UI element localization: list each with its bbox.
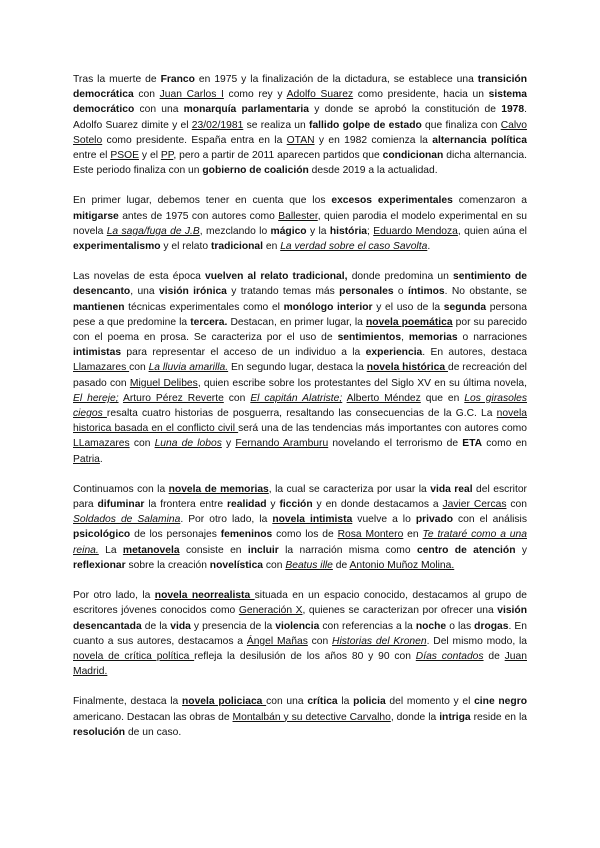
text-run: entre el — [73, 150, 111, 162]
emphasis-text: Rosa Montero — [337, 529, 404, 541]
text-run: en 1975 y la finalización de la dictadura, se establece una — [194, 74, 478, 85]
emphasis-text: novela intimista — [272, 514, 353, 526]
text-run: y — [266, 499, 280, 511]
text-run: del momento y el — [385, 696, 475, 708]
text-run: en — [403, 529, 423, 541]
text-run: En primer lugar, debemos tener en cuenta que los — [73, 195, 332, 207]
text-run: , — [401, 332, 409, 344]
emphasis-text: novela historica basada en el conflicto civil — [73, 408, 527, 435]
text-run: . Adolfo Suarez dimite y el — [73, 104, 528, 131]
emphasis-text: novela de crítica política — [73, 650, 195, 662]
emphasis-text: novela policiaca — [182, 696, 267, 708]
text-run: o narraciones — [457, 332, 527, 344]
text-run: se realiza un — [243, 119, 310, 131]
emphasis-text: novela de memorias — [168, 483, 269, 495]
text-run: antes de 1975 con autores como — [118, 210, 279, 222]
text-run: en — [263, 241, 281, 253]
text-run: , una — [130, 286, 160, 298]
text-run: y el relato — [160, 241, 211, 253]
text-run: resalta cuatro historias de posguerra, resaltando las consecuencias de la G.C. La — [106, 408, 497, 420]
text-run: y — [221, 438, 236, 450]
emphasis-text: realidad — [227, 499, 267, 511]
text-run: como presidente. España entra en la — [102, 134, 287, 146]
text-run: , quienes se caracterizan por ofrecer una — [302, 605, 498, 617]
text-run: y el — [138, 150, 161, 162]
emphasis-text: Arturo Pérez Reverte — [122, 392, 224, 404]
text-run: refleja la desilusión de los años 80 y 90 con — [194, 650, 416, 662]
emphasis-text: novela histórica — [366, 362, 448, 374]
text-run: con — [133, 89, 160, 101]
text-run: de un caso. — [125, 726, 182, 738]
emphasis-text: Ballester — [278, 210, 318, 222]
emphasis-text: íntimos — [408, 286, 445, 298]
emphasis-text: sentimiento de desencanto — [73, 271, 527, 298]
text-run: novelando el terrorismo de — [328, 438, 463, 450]
text-run: como en — [482, 438, 528, 450]
emphasis-text: personales — [339, 286, 394, 298]
emphasis-text: El capitán Alatriste; — [250, 392, 343, 404]
text-run: situada en un espacio conocido, destacamos al grupo de escritores jóvenes conocidos como — [73, 590, 527, 617]
text-run: con — [223, 392, 251, 404]
text-run: . En autores, destaca — [422, 347, 528, 359]
text-run: que finaliza con — [421, 119, 501, 131]
text-run: con — [307, 635, 333, 647]
emphasis-text: experiencia — [365, 347, 423, 359]
text-run: que en — [420, 392, 465, 404]
emphasis-text: centro de atención — [416, 544, 516, 556]
text-run: persona pese a que predomine la — [73, 301, 527, 328]
text-run: , mezclando lo — [199, 225, 271, 237]
emphasis-text: difuminar — [97, 499, 145, 511]
text-run: vuelve a lo — [352, 514, 416, 526]
text-run: con — [263, 559, 286, 571]
text-run: del escritor para — [73, 483, 527, 511]
text-run: con — [129, 362, 149, 374]
emphasis-text: metanovela — [122, 544, 180, 556]
emphasis-text: mantienen — [73, 301, 125, 313]
text-run: Destacan, en primer lugar, la — [227, 316, 366, 328]
emphasis-text: El hereje; — [73, 392, 119, 404]
emphasis-text: Beatus ille — [285, 559, 333, 571]
emphasis-text: novela neorrealista — [154, 590, 255, 602]
emphasis-text: Soldados de Salamina — [73, 514, 181, 526]
emphasis-text: Adolfo Suarez — [286, 89, 354, 101]
text-run: para representar el acceso de un individuo a la — [121, 347, 366, 359]
emphasis-text: 1978 — [501, 104, 525, 116]
text-run: con — [506, 499, 527, 511]
emphasis-text: novelística — [209, 559, 264, 571]
text-run: como presidente, hacia un — [353, 89, 489, 101]
emphasis-text: 23/02/1981 — [191, 119, 244, 131]
text-run: donde predomina un — [347, 271, 453, 283]
emphasis-text: Patria — [73, 453, 100, 465]
text-run: consiste en — [179, 544, 248, 556]
text-run: y la — [306, 225, 330, 237]
emphasis-text: La saga/fuga de J.B — [106, 225, 200, 237]
emphasis-text: fallido golpe de estado — [309, 119, 422, 131]
emphasis-text: femeninos — [220, 529, 273, 541]
text-run: de los personajes — [130, 529, 221, 541]
text-run: . — [99, 453, 103, 465]
text-run: de — [332, 559, 350, 571]
text-run: Continuamos con la — [73, 483, 169, 495]
emphasis-text: gobierno de coalición — [202, 165, 309, 177]
text-run: y en 1982 comienza la — [314, 134, 433, 146]
emphasis-text: privado — [415, 514, 454, 526]
text-run: dicha alternancia. Este periodo finaliza con un — [73, 150, 527, 177]
emphasis-text: Fernando Aramburu — [235, 438, 329, 450]
emphasis-text: policia — [353, 696, 386, 708]
text-run: ; — [367, 225, 374, 237]
text-run: y presencia de la — [190, 620, 276, 632]
emphasis-text: Historias del Kronen — [332, 635, 427, 647]
text-run: , quien aúna el — [457, 225, 527, 237]
text-run: y donde se aprobó la constitución de — [309, 104, 502, 116]
emphasis-text: Luna de lobos — [154, 438, 222, 450]
text-run: la narración misma como — [278, 544, 417, 556]
emphasis-text: Llamazares — [73, 362, 130, 374]
emphasis-text: Antonio Muñoz Molina. — [349, 559, 455, 571]
emphasis-text: La verdad sobre el caso Savolta — [280, 241, 428, 253]
text-run: de — [483, 650, 505, 662]
text-run: con — [129, 438, 155, 450]
emphasis-text: Generación X — [238, 605, 303, 617]
emphasis-text: LLamazares — [73, 438, 130, 450]
emphasis-text: PP — [160, 150, 174, 162]
text-run: la frontera entre — [144, 499, 227, 511]
text-run: Por otro lado, la — [73, 590, 155, 602]
text-run: . En cuanto a sus autores, destacamos a — [73, 620, 527, 647]
emphasis-text: Los girasoles ciegos — [73, 392, 528, 420]
emphasis-text: violencia — [275, 620, 320, 632]
emphasis-text: monarquía parlamentaria — [183, 104, 310, 116]
paragraph-excesos-experimentales — [73, 193, 527, 254]
emphasis-text: crítica — [307, 696, 338, 708]
text-run: como rey y — [223, 89, 287, 101]
emphasis-text: mitigarse — [73, 210, 119, 222]
text-run: En segundo lugar, destaca la — [228, 362, 367, 374]
text-run: o — [393, 286, 409, 298]
emphasis-text: ETA — [462, 438, 483, 450]
emphasis-text: história — [329, 225, 368, 237]
emphasis-text: alternancia política — [432, 134, 528, 146]
emphasis-text: noche — [415, 620, 447, 632]
emphasis-text: Javier Cercas — [442, 499, 507, 511]
text-run: será una de las tendencias más importantes con autores como — [238, 423, 527, 435]
text-run: y en donde destacamos a — [312, 499, 443, 511]
emphasis-text: vida real — [430, 483, 473, 495]
paragraph-novela-de-memorias — [73, 482, 527, 573]
paragraph-novela-policiaca — [73, 694, 527, 740]
text-run: americano. Destacan las obras de — [73, 711, 233, 723]
emphasis-text: Miguel Delibes — [129, 377, 198, 389]
text-run: . — [427, 241, 431, 253]
text-run: y el uso de la — [372, 301, 444, 313]
text-run: y — [515, 544, 527, 556]
paragraph-transicion — [73, 72, 527, 178]
text-run: con una — [266, 696, 308, 708]
emphasis-text: resolución — [73, 726, 126, 738]
text-run: La — [98, 544, 123, 556]
text-run: , quien escribe sobre los protestantes del Siglo XV en su última novela, — [197, 377, 527, 389]
emphasis-text: tercera. — [190, 316, 228, 328]
text-run: , donde la — [390, 711, 440, 723]
emphasis-text: experimentalismo — [73, 241, 161, 253]
emphasis-text: transición democrática — [73, 74, 528, 101]
text-run: , la cual se caracteriza por usar la — [268, 483, 431, 495]
emphasis-text: monólogo interior — [283, 301, 373, 313]
emphasis-text: tradicional — [210, 241, 264, 253]
document-page — [73, 72, 527, 755]
text-run: Tras la muerte de — [73, 74, 161, 85]
emphasis-text: Ángel Mañas — [246, 635, 308, 647]
emphasis-text: excesos experimentales — [331, 195, 453, 207]
emphasis-text: sistema democrático — [73, 89, 528, 116]
text-run: con una — [134, 104, 184, 116]
emphasis-text: memorias — [408, 332, 458, 344]
emphasis-text: visión desencantada — [73, 605, 527, 632]
emphasis-text: drogas — [474, 620, 509, 632]
text-run: . Por otro lado, la — [180, 514, 273, 526]
emphasis-text: intriga — [439, 711, 471, 723]
emphasis-text: novela poemática — [365, 316, 453, 328]
text-run: , quien parodia el modelo experimental en su novela — [73, 210, 527, 237]
emphasis-text: Te trataré como a una reina. — [73, 529, 527, 556]
emphasis-text: ficción — [279, 499, 313, 511]
text-run: con referencias a la — [319, 620, 416, 632]
emphasis-text: vida — [170, 620, 191, 632]
text-run: , pero a partir de 2011 aparecen partidos que — [173, 150, 383, 162]
emphasis-text: visión irónica — [159, 286, 227, 298]
emphasis-text: Franco — [160, 74, 195, 85]
emphasis-text: Montalbán y su detective Carvalho — [232, 711, 391, 723]
emphasis-text: Juan Carlos I — [159, 89, 224, 101]
emphasis-text: Alberto Méndez — [346, 392, 421, 404]
text-run: sobre la creación — [125, 559, 210, 571]
emphasis-text: vuelven al relato tradicional, — [205, 271, 348, 283]
emphasis-text: intimistas — [73, 347, 122, 359]
text-run: como los de — [272, 529, 338, 541]
text-run: la — [337, 696, 354, 708]
paragraph-novela-neorrealista — [73, 588, 527, 679]
text-run: Finalmente, destaca la — [73, 696, 182, 708]
text-run: técnicas experimentales como el — [124, 301, 284, 313]
text-run: de recreación del pasado con — [73, 362, 527, 389]
text-run: o las — [446, 620, 475, 632]
text-run: . No obstante, se — [444, 286, 528, 298]
emphasis-text: sentimientos — [337, 332, 402, 344]
emphasis-text: Días contados — [415, 650, 484, 662]
emphasis-text: PSOE — [110, 150, 139, 162]
emphasis-text: OTAN — [286, 134, 315, 146]
emphasis-text: reflexionar — [73, 559, 126, 571]
text-run: de la — [141, 620, 171, 632]
text-run: comenzaron a — [452, 195, 527, 207]
emphasis-text: segunda — [443, 301, 487, 313]
emphasis-text: Eduardo Mendoza — [373, 225, 458, 237]
text-run: y tratando temas más — [226, 286, 340, 298]
text-run: reside en la — [470, 711, 527, 723]
paragraph-relato-tradicional — [73, 269, 527, 467]
emphasis-text: Calvo Sotelo — [73, 119, 528, 146]
text-run: por su parecido con el poema en prosa. Se caracteriza por el uso de — [73, 316, 527, 344]
emphasis-text: La lluvia amarilla. — [148, 362, 229, 374]
emphasis-text: condicionan — [382, 150, 444, 162]
text-run: Las novelas de esta época — [73, 271, 206, 283]
emphasis-text: mágico — [270, 225, 307, 237]
emphasis-text: Juan Madrid. — [73, 650, 527, 678]
text-run: . Del mismo modo, la — [426, 635, 528, 647]
text-run: desde 2019 a la actualidad. — [308, 165, 438, 177]
emphasis-text: psicológico — [73, 529, 131, 541]
text-run: con el análisis — [453, 514, 527, 526]
emphasis-text: incluir — [247, 544, 279, 556]
emphasis-text: cine negro — [474, 696, 527, 708]
